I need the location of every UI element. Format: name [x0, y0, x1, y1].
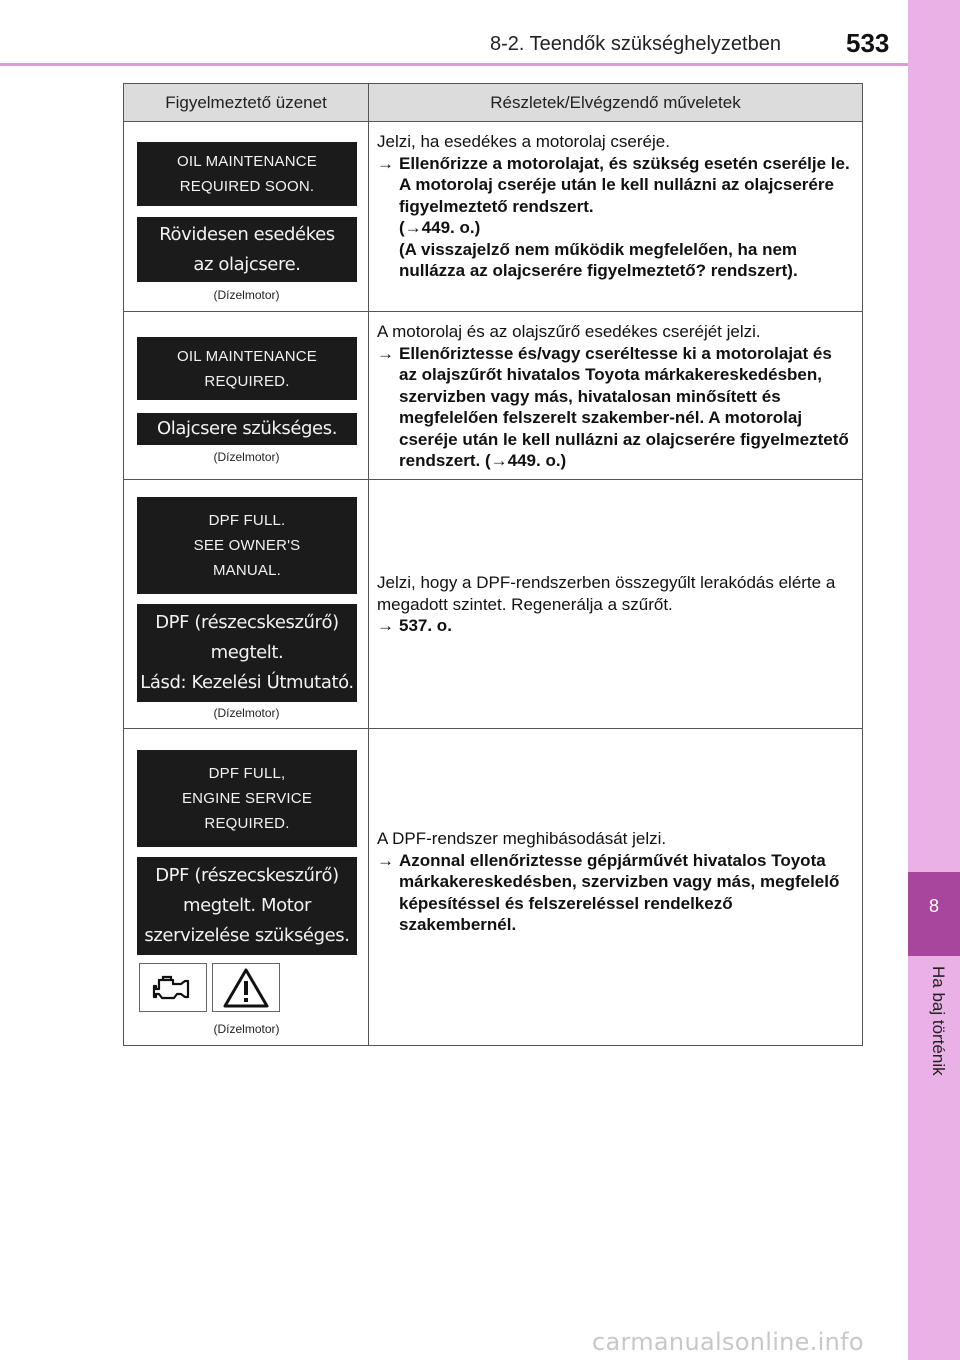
display-line: DPF FULL.	[208, 512, 286, 529]
action-item	[377, 343, 852, 472]
display-message-hu	[137, 413, 357, 445]
arrow-icon: →	[377, 343, 394, 363]
display-line: Rövidesen esedékes	[159, 223, 335, 245]
display-line: DPF (részecskeszűrő)	[155, 865, 339, 886]
display-message-hu	[137, 604, 357, 702]
page-header	[0, 0, 908, 66]
display-line: Lásd: Kezelési Útmutató.	[140, 672, 354, 693]
page-number: 533	[846, 28, 890, 58]
chapter-number: 8	[928, 896, 939, 916]
display-line: ENGINE SERVICE	[181, 790, 313, 807]
arrow-icon: →	[377, 616, 394, 635]
engine-caption: (Dízelmotor)	[213, 450, 280, 464]
details-cell	[369, 480, 862, 728]
details-cell	[369, 729, 862, 1045]
arrow-icon: →	[377, 850, 394, 870]
action-item	[377, 153, 852, 282]
details-cell	[369, 312, 862, 479]
engine-check-icon-graphic	[151, 974, 195, 1002]
display-line: REQUIRED.	[204, 815, 290, 832]
message-cell	[124, 122, 369, 311]
arrow-icon: →	[404, 218, 422, 237]
display-line: Olajcsere szükséges.	[156, 418, 338, 439]
warning-message-table	[123, 83, 863, 1046]
page-reference[interactable]: 537. o.	[399, 616, 452, 635]
display-message-en	[137, 750, 357, 847]
arrow-icon: →	[377, 153, 394, 173]
message-cell	[124, 729, 369, 1045]
warning-triangle-icon-graphic	[222, 967, 270, 1009]
display-line: OIL MAINTENANCE	[177, 347, 317, 365]
section-title: 8-2. Teendők szükséghelyzetben	[490, 33, 781, 55]
description: Jelzi, hogy a DPF-rendszerben összegyűlt lerakódás elérte a megadott szintet. Regenerálja a szűrőt.	[377, 573, 836, 614]
action-text: Ellenőriztesse és/vagy cseréltesse ki a motorolajat és az olajszűrőt hivatalos Toyota márkakereskedésben, szervizben vagy más, hivatalosan minősített és megfelelően felszerelt szakember-nél. A motorolaj cseréje után le kell nullázni az olajcserére figyelmeztető rendszert. (→449. o.)	[399, 343, 849, 470]
table-row	[124, 729, 862, 1045]
display-line: szervizelése szükséges.	[144, 925, 350, 946]
table-row	[124, 312, 862, 480]
page-reference[interactable]: 449. o.)	[421, 218, 481, 237]
message-cell	[124, 480, 369, 728]
action-text: Azonnal ellenőriztesse gépjárművét hivatalos Toyota márkakereskedésben, szervizben vagy más, megfelelő képesítéssel és felszereléssel rendelkező szakembernél.	[399, 850, 840, 934]
display-line: REQUIRED.	[204, 372, 290, 390]
column-header-message: Figyelmeztető üzenet	[124, 84, 369, 122]
display-line: OIL MAINTENANCE	[177, 153, 317, 170]
display-message-en	[137, 142, 357, 206]
action-body: Ellenőrizze a motorolajat, és szükség esetén cserélje le. A motorolaj cseréje után le kell nullázni az olajcserére figyelmeztető rendszert.	[399, 153, 850, 216]
display-line: DPF (részecskeszűrő)	[155, 612, 339, 633]
display-line: MANUAL.	[212, 562, 282, 579]
display-message-en	[137, 337, 357, 400]
action-text: Ellenőrizze a motorolajat, és szükség esetén cserélje le. A motorolaj cseréje után le kell nullázni az olajcserére figyelmeztető rendszert. (→449. o.) (A visszajelző nem működik megfelelően, ha nem nullázza az olajcserére figyelmeztető? rendszert).	[399, 153, 850, 280]
display-line: megtelt. Motor	[182, 895, 312, 916]
display-line: SEE OWNER'S	[193, 537, 301, 554]
action-item	[377, 615, 852, 637]
column-header-details: Részletek/Elvégzendő műveletek	[490, 93, 741, 112]
watermark: carmanualsonline.info	[592, 1328, 864, 1356]
message-cell	[124, 312, 369, 479]
chapter-side-tab	[908, 0, 960, 1360]
engine-caption: (Dízelmotor)	[213, 288, 280, 302]
description: Jelzi, ha esedékes a motorolaj cseréje.	[377, 132, 670, 151]
chapter-label: Ha baj történik	[929, 966, 948, 1076]
engine-caption: (Dízelmotor)	[213, 1022, 280, 1036]
display-line: DPF FULL,	[208, 765, 286, 782]
description: A DPF-rendszer meghibásodását jelzi.	[377, 829, 667, 848]
description: A motorolaj és az olajszűrő esedékes cseréjét jelzi.	[377, 322, 761, 341]
engine-caption: (Dízelmotor)	[213, 706, 280, 720]
display-message-hu	[137, 217, 357, 282]
details-cell	[369, 122, 862, 311]
display-line: REQUIRED SOON.	[179, 178, 315, 195]
display-message-en	[137, 497, 357, 594]
display-message-hu	[137, 857, 357, 955]
warning-triangle-icon	[212, 963, 280, 1012]
table-row	[124, 480, 862, 729]
table-row	[124, 122, 862, 312]
note: (A visszajelző nem működik megfelelően, ha nem nullázza az olajcserére figyelmeztető? rendszert).	[399, 239, 798, 280]
engine-check-icon	[139, 963, 207, 1012]
action-item	[377, 850, 852, 936]
table-header	[124, 84, 862, 122]
display-line: az olajcsere.	[193, 253, 301, 275]
display-line: megtelt.	[210, 642, 284, 663]
